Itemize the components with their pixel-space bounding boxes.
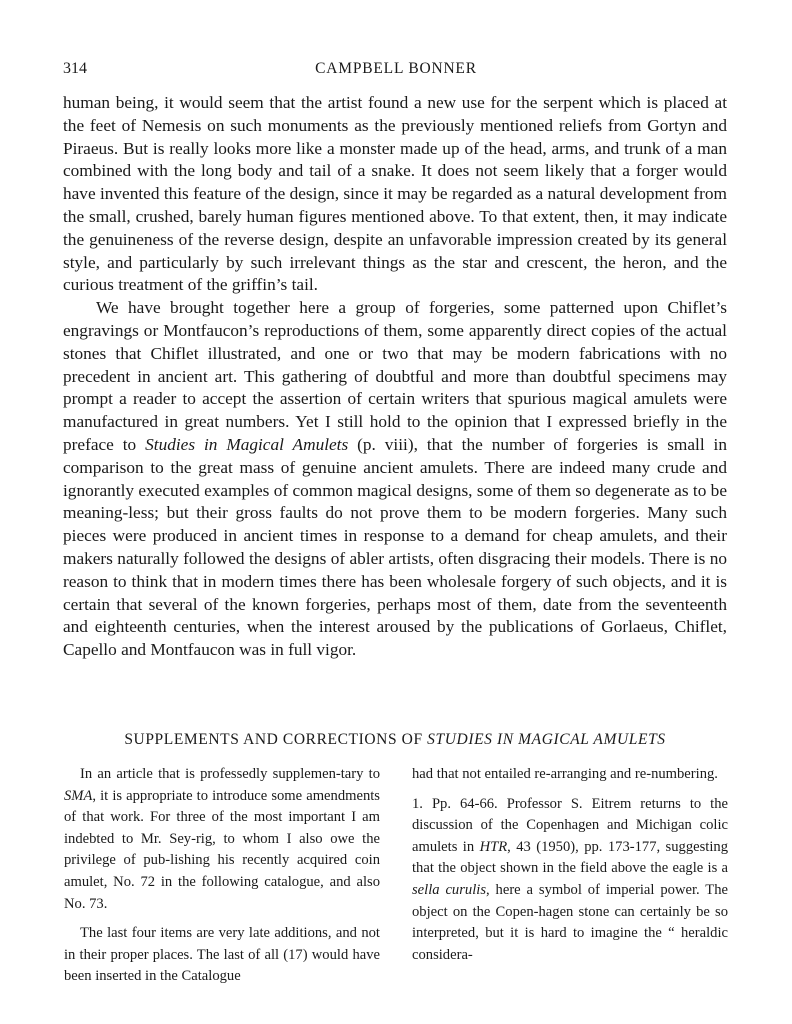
section-heading <box>63 731 727 749</box>
journal-abbrev-italic: HTR <box>479 838 508 855</box>
column-paragraph: The last four items are very late additions, and not in their proper places. The last of all (17) would have been inserted in the Catalogue <box>64 925 380 985</box>
page-number: 314 <box>63 60 87 77</box>
text-run: In an article that is professedly supplemen-tary to <box>80 766 380 782</box>
text-run: (p. viii), that the number of forgeries is small in comparison to the great mass of genuine ancient amulets. There are indeed many crude and ignorantly executed examples of common magical designs, some of them so degenerate as to be meaning-less; but their gross faults do not prove them to be modern forgeries. Many such pieces were produced in ancient times in response to a demand for cheap amulets, and their makers naturally followed the designs of abler artists, often disgracing their models. There is no reason to think that in modern times there has been wholesale forgery of such objects, and it is certain that several of the known forgeries, perhaps most of them, date from the seventeenth and eighteenth centuries, when the interest aroused by the publications of Gorlaeus, Chiflet, Capello and Montfaucon was in full vigor. <box>63 434 727 660</box>
heading-italic-title: STUDIES IN MAGICAL AMULETS <box>427 731 666 748</box>
body-paragraph <box>63 297 727 662</box>
heading-text: SUPPLEMENTS AND CORRECTIONS OF <box>124 731 428 748</box>
left-column <box>64 764 380 996</box>
right-column <box>412 764 728 974</box>
text-run: 1. Pp. 64-66. Professor S. Eitrem returns to the discussion of the Copenhagen and Michigan colic amulets in <box>412 795 728 855</box>
text-run: We have brought together here a group of forgeries, some patterned upon Chiflet’s engravings or Montfaucon’s reproductions of them, some apparently direct copies of the actual stones that Chiflet illustrated, and one or two that may be modern fabrications with no precedent in ancient art. This gathering of doubtful and more than doubtful specimens may prompt a reader to accept the assertion of certain writers that spurious magical amulets were manufactured in great numbers. Yet I still hold to the opinion that I expressed briefly in the preface to <box>63 298 727 454</box>
running-head: CAMPBELL BONNER <box>315 60 477 77</box>
book-title-italic: Studies in Magical Amulets <box>145 434 349 454</box>
column-paragraph <box>412 794 728 967</box>
text-run: , 43 (1950), pp. 173-177, suggesting that the object shown in the field above the eagle is a <box>412 838 728 877</box>
text-run: , here a symbol of imperial power. The object on the Copen-hagen stone can certainly be so interpreted, but it is hard to imagine the “ heraldic considera- <box>412 881 728 963</box>
main-body-text <box>63 92 727 662</box>
abbreviation-italic: SMA <box>64 787 93 804</box>
latin-term-italic: sella curulis <box>412 881 486 898</box>
column-paragraph <box>64 764 380 915</box>
column-paragraph: had that not entailed re-arranging and re-numbering. <box>412 766 718 782</box>
text-run: , it is appropriate to introduce some amendments of that work. For three of the most important I am indebted to Mr. Sey-rig, to whom I also owe the privilege of pub-lishing his recently acquired coin amulet, No. 72 in the following catalogue, and also No. 73. <box>64 787 380 912</box>
body-paragraph: human being, it would seem that the artist found a new use for the serpent which is placed at the feet of Nemesis on such monuments as the previously mentioned reliefs from Gortyn and Piraeus. But is really looks more like a monster made up of the head, arms, and trunk of a man combined with the long body and tail of a snake. It does not seem likely that a forger would have invented this feature of the design, since it may be regarded as a natural development from the small, crushed, barely human figures mentioned above. To that extent, then, it may indicate the genuineness of the reverse design, despite an unfavorable impression created by its general style, and particularly by such irrelevant things as the star and crescent, the heron, and the curious treatment of the griffin’s tail. <box>63 93 727 295</box>
